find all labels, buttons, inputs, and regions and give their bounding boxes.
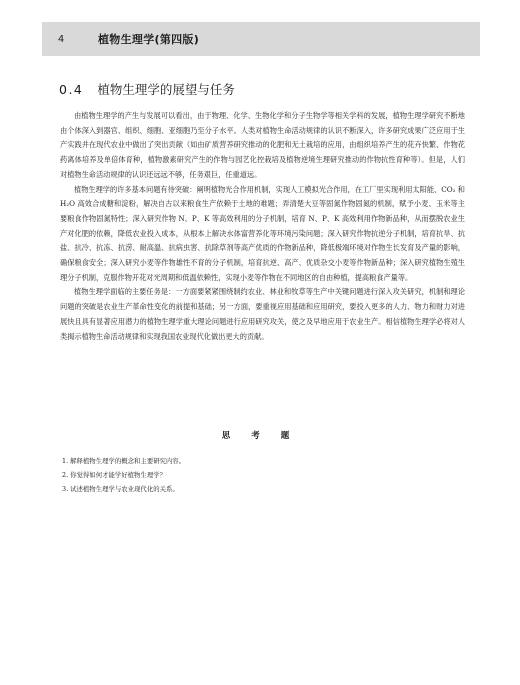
paragraph-1: 由植物生理学的产生与发展可以看出，由于物理、化学、生物化学和分子生物学等相关学科的发展，植物生理学研究不断地由个体深入到器官、组织、细胞、亚细胞乃至分子水平。人类对植物生命活动规律的认识不断深入，许多研究成果广泛应用于生产实践并在现代农业中做出了突出贡献（如由矿质营养研究推动的化肥和无土栽培的应用，由组织培养产生的花卉快繁、作物花药离体培养及单倍体育种，植物激素研究产生的作物与园艺化控栽培及植物逆境生理研究推动的作物抗性育种等）。但是，人们对植物生命活动规律的认识还远远不够，任务艰巨，任重道远。 — [60, 111, 465, 179]
question-item — [62, 482, 185, 496]
section-number: 0.4 — [59, 82, 84, 97]
question-text: 1. 解释植物生理学的概念和主要研究内容。 — [62, 457, 186, 465]
paragraph-3: 植物生理学面临的主要任务是：一方面要紧紧围绕制约农业、林业和牧草等生产中关键问题进行深入攻关研究，机制和理论问题的突破是农业生产革命性变化的前提和基础；另一方面，要重视应用基础和应用研究，要投入更多的人力、物力和财力对进展快且具有显著应用潜力的植物生理学重大理论问题进行应用研究攻关，使之及早地应用于农业生产。相信植物生理学必将对人类揭示植物生命活动规律和实现我国农业现代化做出更大的贡献。 — [60, 287, 465, 341]
question-item — [62, 454, 185, 468]
question-text: 3. 试述植物生理学与农业现代化的关系。 — [62, 485, 179, 493]
book-title: 植物生理学(第四版) — [98, 33, 200, 46]
section-body — [60, 109, 465, 344]
paragraph-2: 植物生理学的许多基本问题有待突破：阐明植物光合作用机制，实现人工模拟光合作用，在工厂里实现利用太阳能、CO₂ 和 H₂O 高效合成糖和淀粉，解决自古以来粮食生产依赖于土地的难题；弄清楚大豆等固氮作物固氮的机制，赋予小麦、玉米等主要粮食作物固氮特性；深入研究作物 N、P、K 等高效利用的分子机制，培育 N、P、K 高效利用作物新品种，从而摆脱农业生产对化肥的依赖，降低农业投入成本，从根本上解决水体富营养化等环境污染问题；深入研究作物抗逆分子机制，培育抗旱、抗盐、抗冷、抗冻、抗涝、耐高温、抗病虫害、抗除草剂等高产优质的作物新品种，降低极端环境对作物生长发育及产量的影响，确保粮食安全；深入研究小麦等作物雄性不育的分子机制，培育抗逆、高产、优质杂交小麦等作物新品种；深入研究植物生殖生理分子机制，克服作物开花对光周期和低温依赖性，实现小麦等作物在不同地区的自由种植，提高粮食产量等。 — [60, 184, 465, 282]
questions-list — [62, 454, 185, 496]
running-header — [42, 22, 480, 56]
questions-heading: 思 考 题 — [221, 431, 299, 441]
page-number: 4 — [57, 33, 65, 45]
question-text: 2. 你觉得如何才能学好植物生理学？ — [62, 471, 166, 479]
question-item — [62, 468, 185, 482]
section-title: 植物生理学的展望与任务 — [97, 82, 235, 97]
section-heading — [59, 80, 235, 98]
